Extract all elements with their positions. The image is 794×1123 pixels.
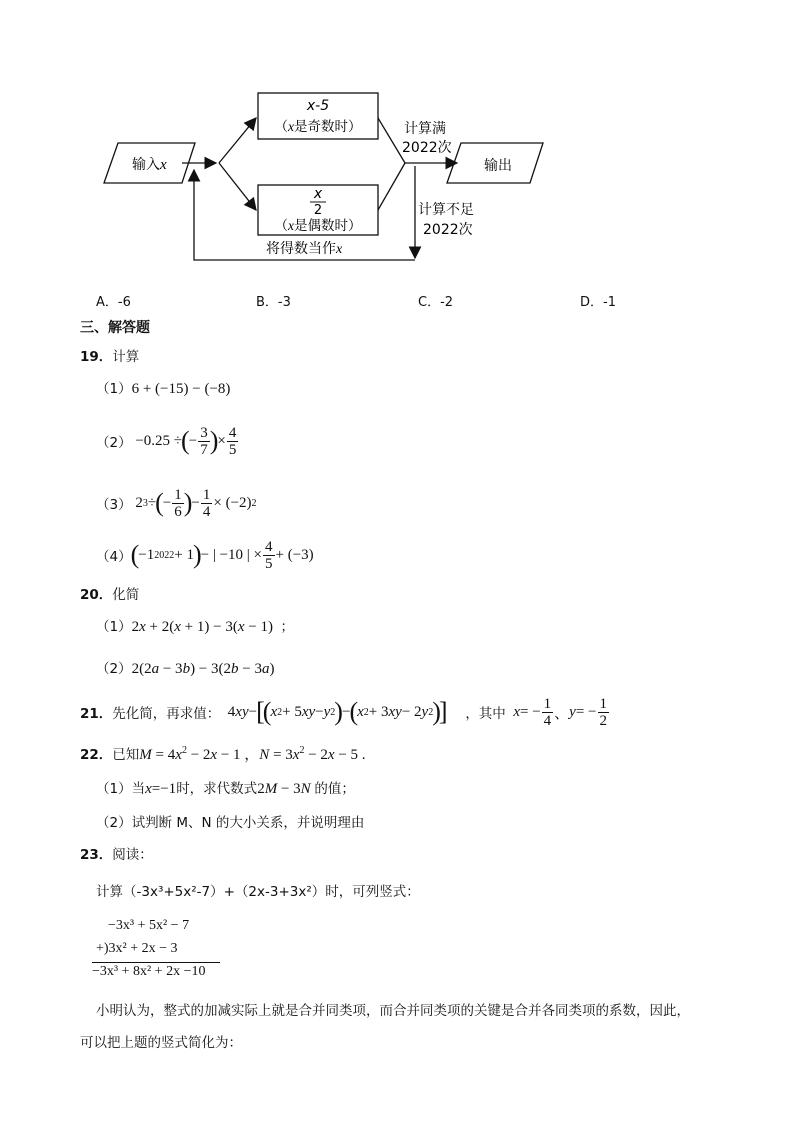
input-label: 输入x — [132, 157, 167, 173]
odd-condition: （x是奇数时） — [274, 119, 362, 135]
vertical-row1: −3x³ + 5x² − 7 — [108, 918, 190, 933]
full-label-line2: 2022次 — [402, 140, 452, 156]
arrow-to-even — [219, 163, 256, 210]
vertical-row2: +)3x² + 2x − 3 — [96, 941, 178, 956]
even-condition: （x是偶数时） — [274, 218, 362, 234]
notfull-label-line2: 2022次 — [423, 222, 473, 238]
line-odd-merge — [378, 118, 405, 163]
q23-para-line1: 小明认为，整式的加减实际上就是合并同类项，而合并同类项的关键是合并各同类项的系数，因此， — [96, 1003, 690, 1019]
q23-para-line2: 可以把上题的竖式简化为： — [80, 1035, 242, 1051]
even-denominator: 2 — [313, 203, 323, 218]
section-title: 三、解答题 — [80, 320, 150, 336]
choice-b: B．-3 — [256, 295, 291, 310]
q20-part2: （2）2(2a − 3b) − 3(2b − 3a) — [96, 661, 275, 677]
odd-expr: x-5 — [306, 98, 330, 114]
vertical-row3: −3x³ + 8x² + 2x −10 — [92, 964, 206, 979]
q19-part1: （1）6 + (−15) − (−8) — [96, 381, 231, 397]
loop-label: 将得数当作x — [266, 241, 343, 257]
output-label: 输出 — [484, 158, 512, 174]
arrow-to-odd — [219, 118, 256, 163]
q22-part1: （1）当x=−1时，求代数式2M − 3N 的值； — [96, 781, 355, 797]
line-even-merge — [378, 163, 405, 210]
q20-header: 20．化简 — [80, 587, 140, 603]
full-label-line1: 计算满 — [404, 121, 446, 137]
q23-header: 23．阅读： — [80, 847, 153, 863]
q23-intro: 计算（-3x³+5x²-7）+（2x-3+3x²）时，可列竖式： — [96, 884, 420, 900]
notfull-label-line1: 计算不足 — [418, 202, 474, 218]
even-numerator: x — [313, 186, 323, 202]
q22-part2: （2）试判断 M、N 的大小关系，并说明理由 — [96, 815, 365, 831]
choice-d: D．-1 — [580, 295, 616, 310]
q21-line: 21． 先化简，再求值： 4 xy − [ ( x 2 + 5 xy − y 2 ) − ( x 2 + 3 xy − 2 y 2 ) ] ，其中 x = − $\frac{1}{4}$ 、 y = − $\frac{1}{2}$ — [80, 695, 608, 729]
q22-header: 22．已知$M = 4x^2 - 2x - 1$ ，$N = 3x^2 - 2x - 5$ . — [80, 745, 366, 763]
q19-part4: （4） ( −1 2022 + 1 ) − | −10 | × $\frac{4}{5}$ + (−3) — [96, 538, 314, 572]
vertical-rule — [92, 962, 220, 963]
flowchart — [0, 80, 794, 280]
choice-c: C．-2 — [418, 295, 454, 310]
q20-part1: （1）2x + 2(x + 1) − 3(x − 1) ； — [96, 619, 294, 635]
choice-a: A．-6 — [96, 295, 131, 310]
q19-header: 19．计算 — [80, 349, 140, 365]
q19-part3: （3） 2 3 ÷ ( − $\frac{1}{6}$ ) − $\frac{1}{4}$ × (−2) 2 — [96, 486, 257, 520]
q19-part2: （2） −0.25 ÷ ( − $\frac{3}{7}$ ) × $\frac{4}{5}$ — [96, 424, 237, 458]
